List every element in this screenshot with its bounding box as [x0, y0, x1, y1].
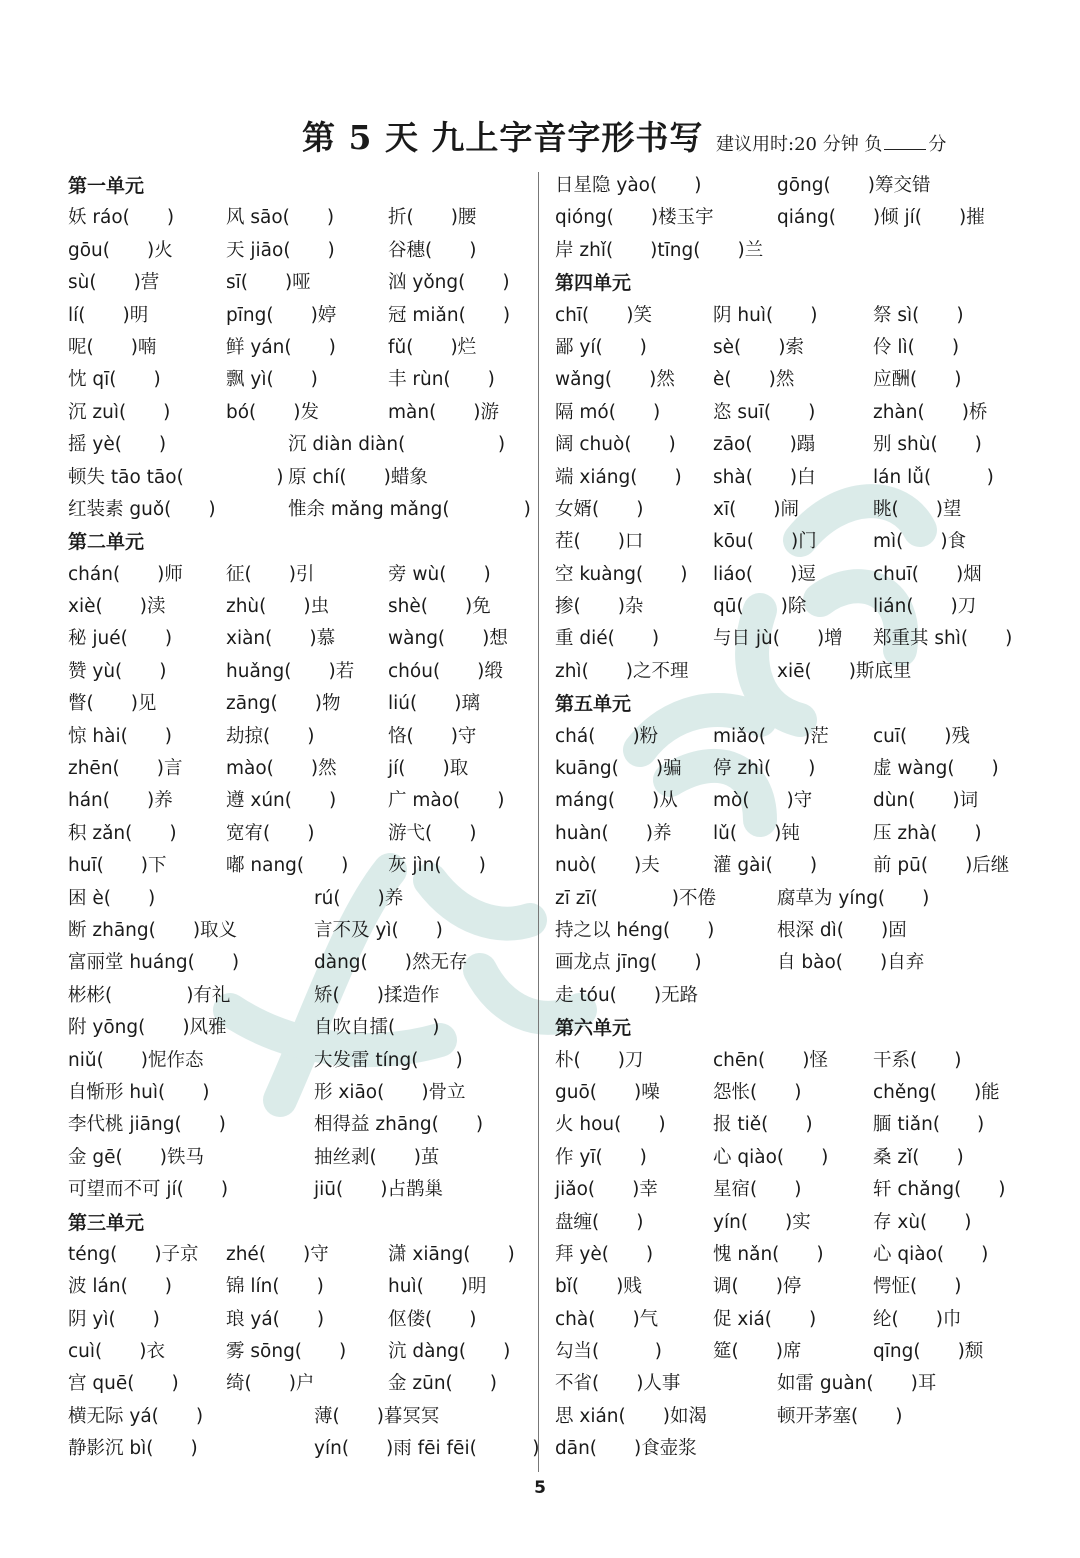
exercise-row [68, 1401, 528, 1433]
pinyin-exercise[interactable]: téng( )子京 [68, 1243, 199, 1265]
pinyin-exercise[interactable]: qióng( )楼玉宇 [555, 207, 714, 229]
pinyin-exercise[interactable]: 报 tiě( ) [713, 1114, 813, 1136]
pinyin-exercise[interactable]: 腐草为 yíng( ) [777, 887, 930, 909]
exercise-row [68, 332, 528, 364]
pinyin-exercise[interactable]: 宫 quē( ) [68, 1373, 179, 1395]
pinyin-exercise[interactable]: pīng( )婷 [226, 304, 337, 326]
exercise-row [555, 1077, 1025, 1109]
pinyin-exercise[interactable]: 相得益 zhāng( ) [314, 1114, 484, 1136]
exercise-row [555, 1207, 1025, 1239]
exercise-row [68, 559, 528, 591]
pinyin-exercise[interactable]: chán( )师 [68, 563, 183, 585]
pinyin-exercise[interactable]: 自惭形 huì( ) [68, 1081, 210, 1103]
pinyin-exercise[interactable]: mò( )守 [713, 790, 813, 812]
pinyin-exercise[interactable]: 勾当( ) [555, 1341, 662, 1363]
pinyin-exercise[interactable]: 日星隐 yào( ) [555, 175, 702, 196]
score-unit: 分 [928, 134, 947, 155]
unit-heading: 第六单元 [555, 1017, 632, 1040]
unit-heading-row [68, 170, 528, 202]
exercise-row [555, 494, 1025, 526]
exercise-row [68, 462, 528, 494]
exercise-row [555, 332, 1025, 364]
pinyin-exercise[interactable]: 鲜 yán( ) [226, 336, 336, 358]
pinyin-exercise[interactable]: xī( )闹 [713, 498, 800, 520]
pinyin-exercise[interactable]: zhù( )虫 [226, 596, 330, 618]
pinyin-exercise[interactable]: 彬彬( )有礼 [68, 984, 231, 1006]
page-number: 5 [534, 1478, 546, 1498]
pinyin-exercise[interactable]: 赞 yù( ) [68, 660, 167, 682]
pinyin-exercise[interactable]: 恪( )守 [388, 725, 477, 747]
pinyin-exercise[interactable]: cuī( )残 [873, 725, 970, 747]
exercise-row [555, 1109, 1025, 1141]
pinyin-exercise[interactable]: zī zī( )不倦 [555, 887, 717, 909]
pinyin-exercise[interactable]: 遵 xún( ) [226, 790, 337, 812]
exercise-row [68, 1304, 528, 1336]
exercise-row [555, 1142, 1025, 1174]
pinyin-exercise[interactable]: 桑 zǐ( ) [873, 1146, 964, 1168]
pinyin-exercise[interactable]: liáo( )逗 [713, 563, 816, 585]
pinyin-exercise[interactable]: 眺( )望 [873, 498, 962, 520]
pinyin-exercise[interactable]: chī( )笑 [555, 304, 652, 326]
pinyin-exercise[interactable]: mì( )食 [873, 531, 967, 553]
exercise-row [68, 818, 528, 850]
exercise-row [68, 883, 528, 915]
pinyin-exercise[interactable]: 丰 rùn( ) [388, 369, 495, 391]
pinyin-exercise[interactable]: 可望而不可 jí( ) [68, 1179, 229, 1201]
unit-heading-row [555, 267, 1025, 299]
exercise-row [555, 397, 1025, 429]
pinyin-exercise[interactable]: 持之以 héng( ) [555, 919, 715, 941]
exercise-row [68, 267, 528, 299]
pinyin-exercise[interactable]: 虚 wàng( ) [873, 758, 999, 780]
exercise-row [555, 559, 1025, 591]
exercise-row [68, 300, 528, 332]
exercise-row [555, 1045, 1025, 1077]
pinyin-exercise[interactable]: 拜 yè( ) [555, 1243, 654, 1265]
exercise-row [68, 980, 528, 1012]
pinyin-exercise[interactable]: 隔 mó( ) [555, 401, 661, 423]
pinyin-exercise[interactable]: 作 yī( ) [555, 1146, 647, 1168]
pinyin-exercise[interactable]: chuī( )烟 [873, 563, 982, 585]
left-column [68, 170, 540, 1466]
pinyin-exercise[interactable]: 潇 xiāng( ) [388, 1243, 515, 1265]
pinyin-exercise[interactable]: lǔ( )钝 [713, 822, 800, 844]
pinyin-exercise[interactable]: guō( )噪 [555, 1081, 660, 1103]
pinyin-exercise[interactable]: zāng( )物 [226, 693, 341, 715]
right-column [555, 170, 1025, 1466]
pinyin-exercise[interactable]: 祭 sì( ) [873, 304, 964, 326]
pinyin-exercise[interactable]: wàng( )想 [388, 628, 508, 650]
exercise-row [555, 462, 1025, 494]
pinyin-exercise[interactable]: sù( )营 [68, 272, 160, 294]
pinyin-exercise[interactable]: 顿开茅塞( ) [777, 1405, 903, 1427]
pinyin-exercise[interactable]: 前 pū( )后继 [873, 855, 1010, 877]
pinyin-exercise[interactable]: 红装素 guǒ( ) [68, 498, 216, 520]
pinyin-exercise[interactable]: 折( )腰 [388, 207, 477, 229]
pinyin-exercise[interactable]: 富丽堂 huáng( ) [68, 952, 240, 974]
pinyin-exercise[interactable]: xiē( )斯底里 [777, 660, 912, 682]
exercise-row [68, 429, 528, 461]
pinyin-exercise[interactable]: 不省( )人事 [555, 1373, 681, 1395]
exercise-row [68, 1239, 528, 1271]
exercise-row [68, 1012, 528, 1044]
pinyin-exercise[interactable]: 横无际 yá( ) [68, 1405, 204, 1427]
exercise-row [555, 915, 1025, 947]
pinyin-exercise[interactable]: 顿失 tāo tāo( ) [68, 466, 284, 488]
pinyin-exercise[interactable]: 形 xiāo( )骨立 [314, 1081, 466, 1103]
pinyin-exercise[interactable]: 李代桃 jiāng( ) [68, 1114, 226, 1136]
exercise-row [68, 623, 528, 655]
unit-heading: 第三单元 [68, 1211, 145, 1234]
unit-heading: 第四单元 [555, 272, 632, 295]
pinyin-exercise[interactable]: 嘟 nang( ) [226, 855, 349, 877]
exercise-row [68, 850, 528, 882]
pinyin-exercise[interactable]: 困 è( ) [68, 887, 156, 909]
exercise-row [555, 1336, 1025, 1368]
exercise-row [68, 202, 528, 234]
pinyin-exercise[interactable]: 断 zhāng( )取义 [68, 919, 238, 941]
pinyin-exercise[interactable]: 天 jiāo( ) [226, 239, 335, 261]
pinyin-exercise[interactable]: 积 zǎn( ) [68, 822, 177, 844]
exercise-row [68, 947, 528, 979]
pinyin-exercise[interactable]: 自 bào( )自弃 [777, 952, 925, 974]
pinyin-exercise[interactable]: yín( )实 [713, 1211, 811, 1233]
pinyin-exercise[interactable]: 掺( )杂 [555, 596, 644, 618]
pinyin-exercise[interactable]: kōu( )门 [713, 531, 817, 553]
pinyin-exercise[interactable]: 停 zhì( ) [713, 758, 816, 780]
pinyin-exercise[interactable]: huī( )下 [68, 855, 167, 877]
pinyin-exercise[interactable]: 阴 yì( ) [68, 1308, 160, 1330]
pinyin-exercise[interactable]: miǎo( )茫 [713, 725, 829, 747]
pinyin-exercise[interactable]: nuò( )夫 [555, 855, 660, 877]
exercise-row [68, 235, 528, 267]
pinyin-exercise[interactable]: 灰 jìn( ) [388, 855, 486, 877]
exercise-row [68, 1433, 540, 1465]
pinyin-exercise[interactable]: lián( )刀 [873, 596, 977, 618]
pinyin-exercise[interactable]: rú( )养 [314, 887, 404, 909]
pinyin-exercise[interactable]: 沉 diàn diàn( ) [288, 434, 506, 456]
pinyin-exercise[interactable]: 绮( )户 [226, 1373, 315, 1395]
exercise-row [555, 591, 1025, 623]
pinyin-exercise[interactable]: 广 mào( ) [388, 790, 505, 812]
exercise-row [68, 1109, 528, 1141]
exercise-row [68, 1174, 528, 1206]
pinyin-exercise[interactable]: 静影沉 bì( ) [68, 1438, 198, 1460]
pinyin-exercise[interactable]: 阴 huì( ) [713, 304, 818, 326]
pinyin-exercise[interactable]: huàn( )养 [555, 822, 672, 844]
exercise-row [555, 1271, 1025, 1303]
exercise-row [555, 1433, 1025, 1465]
pinyin-exercise[interactable]: 抽丝剥( )茧 [314, 1146, 440, 1168]
pinyin-exercise[interactable]: 忱 qī( ) [68, 369, 161, 391]
pinyin-exercise[interactable]: 瞥( )见 [68, 693, 157, 715]
pinyin-exercise[interactable]: gōu( )火 [68, 239, 173, 261]
exercise-row [555, 364, 1025, 396]
time-suggestion: 建议用时:20 分钟 负 [716, 134, 883, 155]
pinyin-exercise[interactable]: 星宿( ) [713, 1179, 802, 1201]
pinyin-exercise[interactable]: fǔ( )烂 [388, 336, 477, 358]
pinyin-exercise[interactable]: 波 lán( ) [68, 1276, 173, 1298]
pinyin-exercise[interactable]: 纶( )巾 [873, 1308, 962, 1330]
exercise-row [68, 364, 528, 396]
pinyin-exercise[interactable]: zhì( )之不理 [555, 660, 689, 682]
time-and-score-note [716, 130, 946, 156]
exercise-row [68, 1336, 528, 1368]
pinyin-exercise[interactable]: 鄙 yí( ) [555, 336, 647, 358]
exercise-row [555, 526, 1025, 558]
pinyin-exercise[interactable]: zhàn( )桥 [873, 401, 988, 423]
pinyin-exercise[interactable]: zāo( )蹋 [713, 434, 816, 456]
pinyin-exercise[interactable]: 汹 yǒng( ) [388, 272, 510, 294]
exercise-row [555, 1401, 1025, 1433]
pinyin-exercise[interactable]: 旁 wù( ) [388, 563, 491, 585]
exercise-row [555, 883, 1025, 915]
exercise-row [555, 1368, 1025, 1400]
page-header [0, 112, 1080, 168]
exercise-row [68, 1368, 528, 1400]
pinyin-exercise[interactable]: 惊 hài( ) [68, 725, 173, 747]
pinyin-exercise[interactable]: sī( )哑 [226, 272, 311, 294]
pinyin-exercise[interactable]: 火 hou( ) [555, 1114, 666, 1136]
pinyin-exercise[interactable]: shè( )免 [388, 596, 491, 618]
exercise-row [555, 656, 1025, 688]
pinyin-exercise[interactable]: 飘 yì( ) [226, 369, 318, 391]
pinyin-exercise[interactable]: 风 sāo( ) [226, 207, 335, 229]
pinyin-exercise[interactable]: 宽宥( ) [226, 822, 315, 844]
exercise-row [555, 429, 1025, 461]
pinyin-exercise[interactable]: 压 zhà( ) [873, 822, 982, 844]
exercise-row [555, 947, 1025, 979]
pinyin-exercise[interactable]: 琅 yá( ) [226, 1308, 325, 1330]
pinyin-exercise[interactable]: 矫( )揉造作 [314, 984, 440, 1006]
exercise-row [555, 1174, 1025, 1206]
unit-heading: 第二单元 [68, 531, 145, 554]
pinyin-exercise[interactable]: 金 gē( )铁马 [68, 1146, 204, 1168]
pinyin-exercise[interactable]: jiǎo( )幸 [555, 1179, 658, 1201]
pinyin-exercise[interactable]: 心 qiào( ) [713, 1146, 829, 1168]
pinyin-exercise[interactable]: 大发雷 tíng( ) [314, 1049, 463, 1071]
pinyin-exercise[interactable]: qiáng( )倾 jí( )摧 [777, 207, 985, 229]
pinyin-exercise[interactable]: máng( )从 [555, 790, 678, 812]
pinyin-exercise[interactable]: 薄( )暮冥冥 [314, 1405, 440, 1427]
exercise-row [555, 623, 1025, 655]
pinyin-exercise[interactable]: 原 chí( )蜡象 [288, 466, 428, 488]
pinyin-exercise[interactable]: huì( )明 [388, 1276, 487, 1298]
page-title: 第 5 天 九上字音字形书写 [302, 118, 704, 157]
pinyin-exercise[interactable]: 伶 lì( ) [873, 336, 960, 358]
exercise-row [68, 1077, 528, 1109]
pinyin-exercise[interactable]: bǐ( )贱 [555, 1276, 642, 1298]
exercise-row [555, 818, 1025, 850]
pinyin-exercise[interactable]: zhé( )守 [226, 1243, 329, 1265]
pinyin-exercise[interactable]: chěng( )能 [873, 1081, 1000, 1103]
exercise-row [68, 721, 528, 753]
pinyin-exercise[interactable]: 干系( ) [873, 1049, 962, 1071]
pinyin-exercise[interactable]: qīng( )颓 [873, 1341, 984, 1363]
pinyin-exercise[interactable]: 沉 zuì( ) [68, 401, 171, 423]
pinyin-exercise[interactable]: 自吹自擂( ) [314, 1017, 440, 1039]
pinyin-exercise[interactable]: lán lǚ( ) [873, 466, 994, 488]
pinyin-exercise[interactable]: 筵( )席 [713, 1341, 802, 1363]
pinyin-exercise[interactable]: 与日 jù( )增 [713, 628, 843, 650]
pinyin-exercise[interactable]: liú( )璃 [388, 693, 480, 715]
pinyin-exercise[interactable]: 朴( )刀 [555, 1049, 644, 1071]
pinyin-exercise[interactable]: 愕怔( ) [873, 1276, 962, 1298]
exercise-row [68, 494, 531, 526]
pinyin-exercise[interactable]: 妖 ráo( ) [68, 207, 175, 229]
pinyin-exercise[interactable]: màn( )游 [388, 401, 500, 423]
pinyin-exercise[interactable]: 冠 miǎn( ) [388, 304, 511, 326]
pinyin-exercise[interactable]: wǎng( )然 [555, 369, 675, 391]
pinyin-exercise[interactable]: xiàn( )慕 [226, 628, 336, 650]
pinyin-exercise[interactable]: 呢( )喃 [68, 336, 157, 358]
pinyin-exercise[interactable]: 端 xiáng( ) [555, 466, 682, 488]
pinyin-exercise[interactable]: 游弋( ) [388, 822, 477, 844]
pinyin-exercise[interactable]: zhēn( )言 [68, 758, 183, 780]
pinyin-exercise[interactable]: dùn( )词 [873, 790, 979, 812]
unit-heading-row [555, 688, 1025, 720]
pinyin-exercise[interactable]: lí( )明 [68, 304, 149, 326]
exercise-row [68, 785, 528, 817]
pinyin-exercise[interactable]: chá( )粉 [555, 725, 659, 747]
pinyin-exercise[interactable]: 盘缠( ) [555, 1211, 644, 1233]
exercise-row [68, 1045, 528, 1077]
exercise-row [68, 591, 528, 623]
pinyin-exercise[interactable]: chóu( )缎 [388, 660, 503, 682]
exercise-row [68, 656, 528, 688]
pinyin-exercise[interactable]: 摇 yè( ) [68, 434, 167, 456]
exercise-row [555, 721, 1025, 753]
pinyin-exercise[interactable]: 思 xián( )如渴 [555, 1405, 707, 1427]
pinyin-exercise[interactable]: 愧 nǎn( ) [713, 1243, 824, 1265]
pinyin-exercise[interactable]: dàng( )然无存 [314, 952, 468, 974]
pinyin-exercise[interactable]: 调( )停 [713, 1276, 802, 1298]
pinyin-exercise[interactable]: chà( )气 [555, 1308, 659, 1330]
exercise-row [555, 170, 1025, 202]
pinyin-exercise[interactable]: gōng( )筹交错 [777, 175, 931, 196]
pinyin-exercise[interactable]: 走 tóu( )无路 [555, 984, 699, 1006]
unit-heading-row [68, 1207, 528, 1239]
pinyin-exercise[interactable]: 岸 zhǐ( )tīng( )兰 [555, 239, 764, 261]
pinyin-exercise[interactable]: 女婿( ) [555, 498, 644, 520]
column-divider [538, 172, 539, 1472]
pinyin-exercise[interactable]: sè( )索 [713, 336, 804, 358]
pinyin-exercise[interactable]: 促 xiá( ) [713, 1308, 817, 1330]
exercise-row [555, 235, 1025, 267]
exercise-row [555, 850, 1025, 882]
exercise-row [68, 753, 528, 785]
pinyin-exercise[interactable]: 郑重其 shì( ) [873, 628, 1013, 650]
pinyin-exercise[interactable]: 重 dié( ) [555, 628, 660, 650]
pinyin-exercise[interactable]: 锦 lín( ) [226, 1276, 324, 1298]
pinyin-exercise[interactable]: kuāng( )骗 [555, 758, 682, 780]
unit-heading-row [68, 526, 528, 558]
exercise-row [555, 980, 1025, 1012]
pinyin-exercise[interactable]: 存 xù( ) [873, 1211, 972, 1233]
pinyin-exercise[interactable]: 根深 dì( )固 [777, 919, 907, 941]
unit-heading: 第五单元 [555, 693, 632, 716]
pinyin-exercise[interactable]: jiū( )占鹊巢 [314, 1179, 443, 1201]
pinyin-exercise[interactable]: 空 kuàng( ) [555, 563, 688, 585]
unit-heading: 第一单元 [68, 175, 145, 197]
pinyin-exercise[interactable]: 别 shù( ) [873, 434, 982, 456]
pinyin-exercise[interactable]: qū( )除 [713, 596, 807, 618]
pinyin-exercise[interactable]: è( )然 [713, 369, 795, 391]
pinyin-exercise[interactable]: 画龙点 jīng( ) [555, 952, 702, 974]
pinyin-exercise[interactable]: 沆 dàng( ) [388, 1341, 511, 1363]
pinyin-exercise[interactable]: niǔ( )怩作态 [68, 1049, 204, 1071]
exercise-row [555, 202, 1025, 234]
pinyin-exercise[interactable]: 应酬( ) [873, 369, 962, 391]
pinyin-exercise[interactable]: 轩 chǎng( ) [873, 1179, 1006, 1201]
pinyin-exercise[interactable]: huǎng( )若 [226, 660, 355, 682]
pinyin-exercise[interactable]: 劫掠( ) [226, 725, 315, 747]
pinyin-exercise[interactable]: 怨怅( ) [713, 1081, 802, 1103]
pinyin-exercise[interactable]: 阔 chuò( ) [555, 434, 676, 456]
pinyin-exercise[interactable]: hán( )养 [68, 790, 173, 812]
pinyin-exercise[interactable]: jí( )取 [388, 758, 469, 780]
pinyin-exercise[interactable]: 伛偻( ) [388, 1308, 477, 1330]
exercise-row [68, 1271, 528, 1303]
exercise-row [555, 753, 1025, 785]
pinyin-exercise[interactable]: 言不及 yì( ) [314, 919, 443, 941]
pinyin-exercise[interactable]: 附 yōng( )风雅 [68, 1017, 227, 1039]
pinyin-exercise[interactable]: mào( )然 [226, 758, 337, 780]
exercise-row [555, 1304, 1025, 1336]
pinyin-exercise[interactable]: xiè( )渎 [68, 596, 166, 618]
pinyin-exercise[interactable]: cuì( )衣 [68, 1341, 165, 1363]
pinyin-exercise[interactable]: 心 qiào( ) [873, 1243, 989, 1265]
pinyin-exercise[interactable]: 如雷 guàn( )耳 [777, 1373, 937, 1395]
pinyin-exercise[interactable]: 秘 jué( ) [68, 628, 173, 650]
exercise-row [68, 915, 528, 947]
pinyin-exercise[interactable]: 腼 tiǎn( ) [873, 1114, 985, 1136]
exercise-row [555, 300, 1025, 332]
exercise-row [68, 688, 528, 720]
pinyin-exercise[interactable]: 雾 sōng( ) [226, 1341, 347, 1363]
pinyin-exercise[interactable]: 茬( )口 [555, 531, 644, 553]
pinyin-exercise[interactable]: chēn( )怪 [713, 1049, 828, 1071]
pinyin-exercise[interactable]: dān( )食壶浆 [555, 1438, 697, 1460]
pinyin-exercise[interactable]: yín( )雨 fēi fēi( ) [314, 1438, 540, 1460]
exercise-row [555, 1239, 1025, 1271]
score-blank[interactable] [884, 135, 926, 150]
pinyin-exercise[interactable]: shà( )白 [713, 466, 816, 488]
exercise-row [555, 785, 1025, 817]
unit-heading-row [555, 1012, 1025, 1044]
pinyin-exercise[interactable]: 金 zūn( ) [388, 1373, 497, 1395]
pinyin-exercise[interactable]: 谷穗( ) [388, 239, 477, 261]
pinyin-exercise[interactable]: 恣 suī( ) [713, 401, 816, 423]
pinyin-exercise[interactable]: 征( )引 [226, 563, 315, 585]
exercise-row [68, 397, 528, 429]
pinyin-exercise[interactable]: 惟余 mǎng mǎng( ) [288, 498, 531, 520]
exercise-row [68, 1142, 528, 1174]
pinyin-exercise[interactable]: bó( )发 [226, 401, 319, 423]
pinyin-exercise[interactable]: 灌 gài( ) [713, 855, 818, 877]
